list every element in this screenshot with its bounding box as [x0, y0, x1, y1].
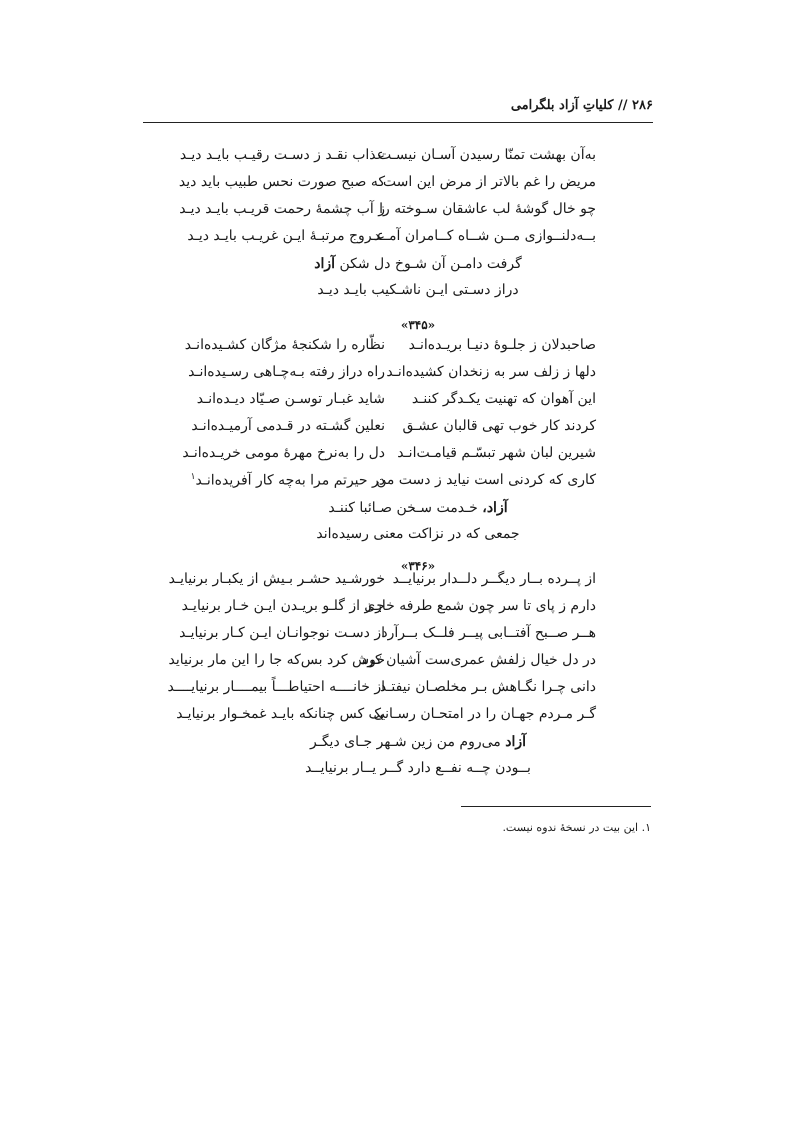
hemistich-left: عذاب نقـد ز دسـت رقیـب بایـد دیـد — [179, 147, 385, 163]
page-header — [143, 96, 653, 123]
couplet — [143, 567, 653, 594]
hemistich-left: نظّاره را شکنجهٔ مژگان کشـیده‌انـد — [184, 337, 385, 353]
closing-line-2: بــودن چــه نفــع دارد گــر یــار برنیایــد — [305, 760, 531, 776]
hemistich-right: در دل خیال زلفش عمری‌ست آشیان کرد — [361, 652, 596, 668]
poem-345 — [143, 333, 653, 547]
hemistich-right: صاحبدلان ز جلـوهٔ دنیـا بریـده‌انـد — [408, 337, 596, 353]
hemistich-left: نعلین گشـته در قـدمی آرمیـده‌انـد — [191, 418, 385, 434]
hemistich-right: مریض را غم بالاتر از مرض این است — [382, 174, 596, 190]
hemistich-left: شاید غبـار توسـن صـیّاد دیـده‌انـد — [196, 391, 385, 407]
poet-name: آزاد — [314, 256, 336, 272]
couplet — [143, 702, 653, 729]
hemistich-left: که صبح صورت نحس طبیب باید دید — [178, 174, 385, 190]
closing-line-1 — [143, 495, 653, 521]
couplet — [143, 414, 653, 441]
hemistich-right: به‌آن بهشت تمنّا رسیدن آسـان نیسـت — [378, 147, 596, 163]
couplet — [143, 360, 653, 387]
couplet — [143, 197, 653, 224]
closing-line-1 — [143, 251, 653, 277]
poem-number: «۳۴۵» — [400, 318, 436, 332]
couplet — [143, 468, 653, 495]
hemistich-left: عـروج مرتبـهٔ ایـن غریـب بایـد دیـد — [187, 228, 385, 244]
hemistich-right: هــر صــبح آفتــابی پیــر فلــک بــرآرد — [381, 625, 596, 641]
poem-346 — [143, 567, 653, 781]
hemistich-left: یک کس چنانکه بایـد غمخـوار برنیایـد — [176, 706, 385, 722]
closing-line-1 — [143, 729, 653, 755]
hemistich-right: چو خال گوشهٔ لب عاشقان سـوخته را — [379, 201, 596, 217]
hemistich-right: کاری که کردنی است نیاید ز دست من — [376, 472, 596, 488]
couplet — [143, 224, 653, 251]
couplet — [143, 143, 653, 170]
hemistich-right: از پــرده بــار دیگــر دلــدار برنیایــد — [392, 571, 596, 587]
couplet — [143, 441, 653, 468]
poet-name: آزاد — [505, 734, 526, 750]
footnote: ۱. این بیت در نسخهٔ ندوه نیست. — [502, 821, 651, 834]
couplet — [143, 333, 653, 360]
hemistich-right: دلها ز زلف سر به زنخدان کشیده‌انـد — [386, 364, 596, 380]
hemistich-left: جـز از گلـو بریـدن ایـن خـار برنیایـد — [181, 598, 385, 614]
header-separator: // — [618, 98, 628, 113]
closing-text: می‌روم من زین شـهر جـای دیگـر — [310, 734, 501, 750]
closing-text: خـدمت سـخن صـائبا کننـد — [328, 500, 478, 516]
hemistich-left: از دسـت نوجوانـان ایـن کـار برنیایـد — [179, 625, 385, 641]
hemistich-left: خورشـید حشـر بـیش از یکبـار برنیایـد — [168, 571, 385, 587]
book-title: کلیاتِ آزاد بلگرامی — [510, 98, 614, 113]
poem-intro — [143, 143, 653, 303]
hemistich-left — [175, 472, 385, 489]
hemistich-text: در حیرتم مرا به‌چه کار آفریده‌انـد — [195, 472, 385, 489]
closing-text: گرفت دامـن آن شـوخ دل شکن — [339, 256, 522, 272]
hemistich-right: کردند کار خوب تهی قالبان عشـق — [402, 418, 596, 434]
poet-name: آزاد، — [482, 500, 508, 516]
poem-number: «۳۴۶» — [400, 559, 436, 573]
page-number: ۲۸۶ — [632, 98, 653, 113]
couplet — [143, 387, 653, 414]
hemistich-right: دانی چـرا نگـاهش بـر مخلصـان نیفتـد — [379, 679, 596, 695]
closing-line-2: جمعی که در نزاکت معنی رسیده‌اند — [316, 526, 520, 542]
hemistich-left: ز آب چشمهٔ رحمت قریـب بایـد دیـد — [179, 201, 385, 217]
couplet — [143, 170, 653, 197]
hemistich-right: گـر مـردم جهـان را در امتحـان رسـانی — [373, 706, 596, 722]
footnote-marker: ۱ — [190, 472, 196, 482]
hemistich-right: دارم ز پای تا سر چون شمع طرفه خاری — [364, 598, 596, 614]
couplet — [143, 648, 653, 675]
hemistich-right: بــه‌دلنــوازی مــن شــاه کــامران آمــد — [373, 228, 596, 244]
hemistich-left: از خانــــه احتیاطـــاً بیمــــار برنیایــــد — [167, 679, 385, 695]
couplet — [143, 621, 653, 648]
couplet — [143, 594, 653, 621]
hemistich-left: خوش کرد بس‌که جا را این مار برنیاید — [168, 652, 385, 668]
hemistich-left: راه دراز رفته بـه‌چـاهی رسـیده‌انـد — [188, 364, 385, 380]
hemistich-left: دل را به‌نرخ مهرهٔ مومی خریـده‌انـد — [182, 445, 385, 461]
running-head — [511, 98, 653, 113]
couplet — [143, 675, 653, 702]
footnote-divider — [461, 806, 651, 807]
closing-line-2: دراز دسـتی ایـن ناشـکیب بایـد دیـد — [317, 282, 519, 298]
hemistich-right: شیرین لبان شهر تبسّـم قیامـت‌انـد — [397, 445, 596, 461]
hemistich-right: این آهوان که تهنیت یکـدگر کننـد — [411, 391, 596, 407]
